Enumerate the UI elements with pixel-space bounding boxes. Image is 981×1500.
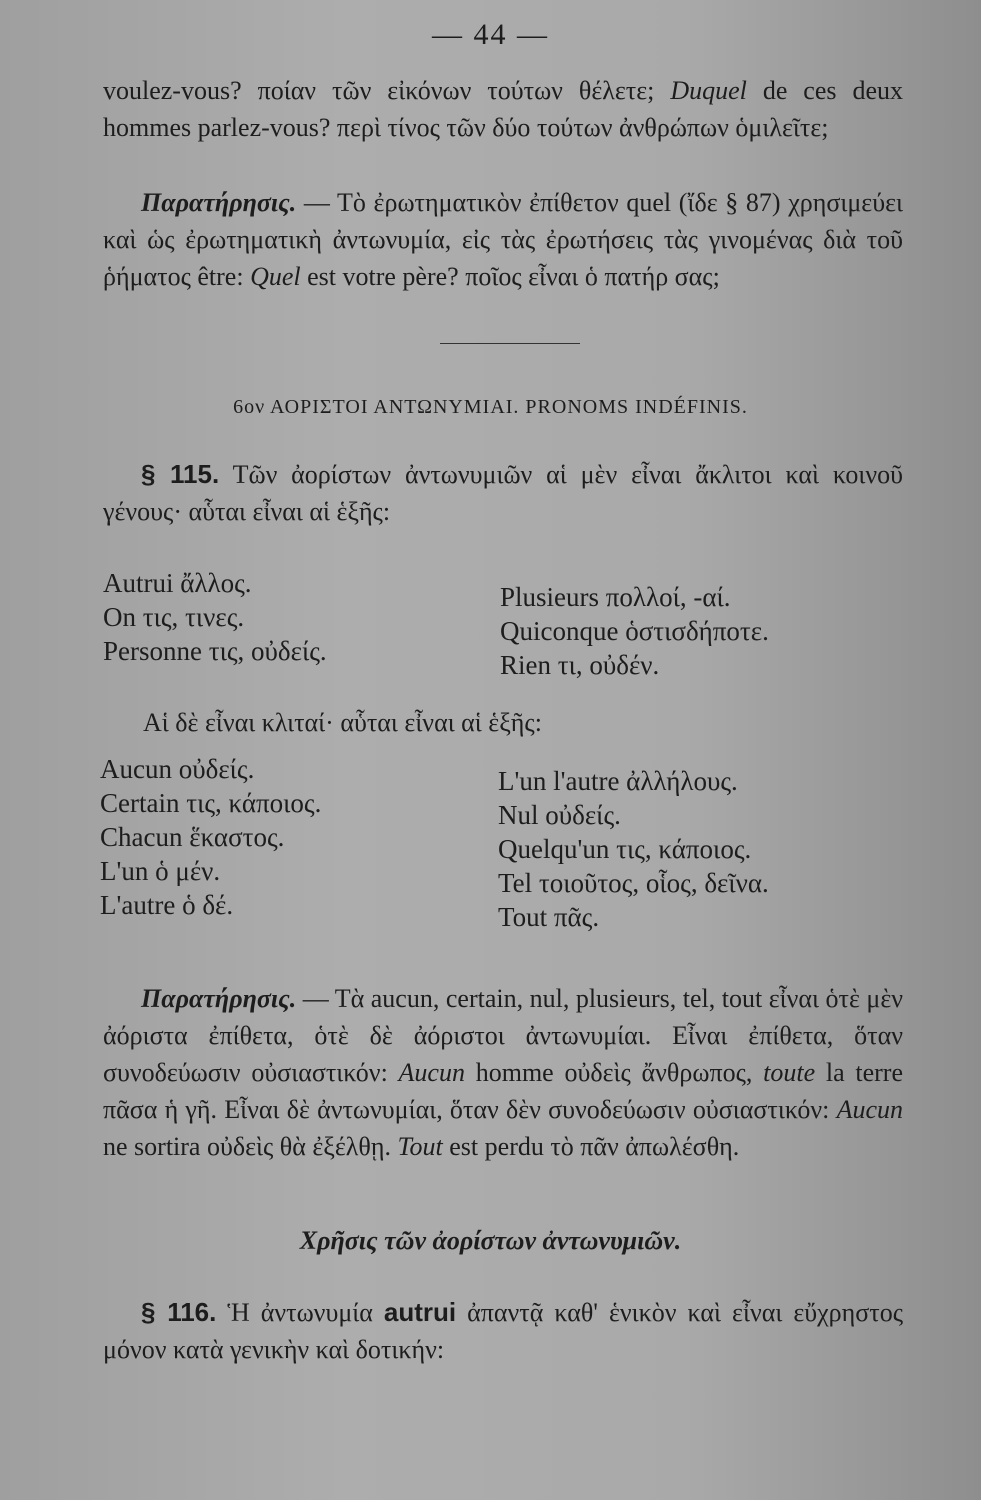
list-item: L'autre ὁ δέ.: [100, 890, 234, 920]
list-item: Chacun ἕκαστος.: [100, 822, 285, 852]
section-number: § 115.: [141, 459, 220, 489]
italic-example: Aucun: [398, 1058, 465, 1087]
remark-label: Παρατήρησις.: [141, 188, 297, 217]
declinable-intro: Αἱ δὲ εἶναι κλιταί· αὗται εἶναι αἱ ἑξῆς:: [143, 708, 542, 737]
list-item: L'un l'autre ἀλλήλους.: [498, 766, 738, 796]
list-item: Autrui ἄλλος.: [103, 568, 252, 598]
remark-paragraph: [103, 980, 903, 1165]
declinable-list-left: [100, 752, 321, 922]
remark-text: est votre père? ποῖος εἶναι ὁ πατήρ σας;: [300, 262, 720, 291]
list-item: Certain τις, κάποιος.: [100, 788, 322, 818]
paragraph-continuation: [103, 72, 903, 146]
list-item: L'un ὁ μέν.: [100, 856, 221, 886]
usage-subheading: Χρῆσις τῶν ἀορίστων ἀντωνυμιῶν.: [299, 1226, 682, 1255]
section-text: Ἡ ἀντωνυμία: [216, 1298, 384, 1327]
remark-text: la terre πᾶσα ἡ γῆ. Εἶναι δὲ ἀντωνυμίαι, ὅταν δὲν συνοδεύωσιν οὐσιαστικόν:: [103, 1058, 904, 1124]
remark-text: ne sortira οὐδεὶς θὰ ἐξέλθῃ.: [103, 1132, 398, 1161]
paragraph-text: de ces deux hommes parlez-vous? περὶ τίνος τῶν δύο τούτων ἀνθρώπων ὁμιλεῖτε;: [103, 76, 903, 142]
section-text: ἀπαντᾷ καθ' ἑνικὸν καὶ εἶναι εὔχρηστος μόνον κατὰ γενικὴν καὶ δοτικήν:: [103, 1298, 904, 1364]
remark-text: est perdu τὸ πᾶν ἀπωλέσθη.: [442, 1132, 740, 1161]
list-item: Plusieurs πολλοί, -αί.: [500, 582, 731, 612]
italic-example: Tout: [397, 1132, 443, 1161]
list-item: Personne τις, οὐδείς.: [103, 636, 327, 666]
declinable-list-right: [498, 764, 769, 934]
indeclinable-list-right: [500, 580, 769, 682]
list-item: On τις, τινες.: [103, 602, 245, 632]
section-divider: [440, 343, 580, 344]
page-number: — 44 —: [432, 18, 549, 51]
italic-example: toute: [763, 1058, 816, 1087]
list-item: Tel τοιοῦτος, οἷος, δεῖνα.: [498, 868, 769, 898]
italic-example: Duquel: [670, 76, 747, 105]
section-text: Τῶν ἀορίστων ἀντωνυμιῶν αἱ μὲν εἶναι ἄκλιτοι καὶ κοινοῦ γένους· αὗται εἶναι αἱ ἑξῆς:: [103, 460, 903, 526]
section-116-paragraph: [103, 1294, 903, 1368]
remark-text: — Τὰ aucun, certain, nul, plusieurs, tel, tout εἶναι ὁτὲ μὲν ἀόριστα ἐπίθετα, ὁτὲ δὲ ἀόριστοι ἀντωνυμίαι. Εἶναι ἐπίθετα, ὅταν συνοδεύωσιν οὐσιαστικόν:: [103, 984, 903, 1087]
remark-paragraph: [103, 184, 903, 295]
remark-label: Παρατήρησις.: [141, 984, 297, 1013]
paragraph-text: voulez-vous? ποίαν τῶν εἰκόνων τούτων θέλετε;: [103, 76, 671, 105]
list-item: Quelqu'un τις, κάποιος.: [498, 834, 752, 864]
italic-example: Aucun: [836, 1095, 903, 1124]
list-item: Aucun οὐδείς.: [100, 754, 255, 784]
bold-term: autrui: [383, 1297, 457, 1327]
section-number: § 116.: [141, 1297, 217, 1327]
list-item: Tout πᾶς.: [498, 902, 600, 932]
section-heading: 6ον ΑΟΡΙΣΤΟΙ ΑΝΤΩΝΥΜΙΑΙ. PRONOMS INDÉFINIS.: [233, 396, 748, 418]
remark-text: — Τὸ ἐρωτηματικὸν ἐπίθετον quel (ἴδε § 87) χρησιμεύει καὶ ὡς ἐρωτηματικὴ ἀντωνυμία, εἰς τὰς ἐρωτήσεις τὰς γινομένας διὰ τοῦ ῥήματος être:: [103, 188, 903, 291]
section-115-paragraph: [103, 456, 903, 530]
list-item: Quiconque ὁστισδήποτε.: [500, 616, 769, 646]
list-item: Nul οὐδείς.: [498, 800, 621, 830]
remark-text: homme οὐδεὶς ἄνθρωπος,: [464, 1058, 764, 1087]
indeclinable-list-left: [103, 566, 327, 668]
italic-example: Quel: [250, 262, 301, 291]
list-item: Rien τι, οὐδέν.: [500, 650, 660, 680]
